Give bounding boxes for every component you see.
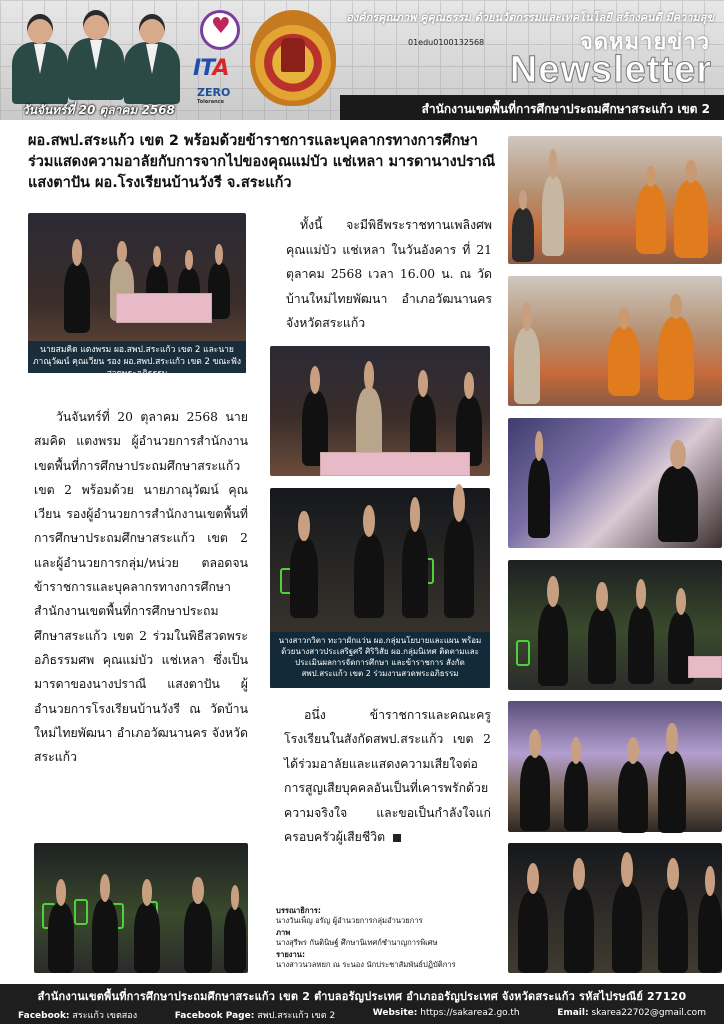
ita-logo: ITA	[193, 56, 229, 81]
credit-photo	[276, 928, 496, 948]
facebook-page-contact	[175, 1008, 336, 1022]
credit-name: นางวันเพ็ญ อรัญ ผู้อำนวยการกลุ่มอำนวยการ	[276, 916, 423, 925]
executive-figure	[8, 12, 72, 104]
executives-photo	[8, 8, 183, 104]
credit-role: รายงาน:	[276, 950, 305, 959]
credit-editor	[276, 906, 496, 926]
paragraph-condolence	[284, 703, 491, 849]
newsletter-header	[0, 0, 724, 120]
issue-date: วันจันทร์ที่ 20 ตุลาคม 2568	[22, 103, 175, 117]
end-mark-icon	[393, 834, 401, 842]
photo-caption: นางสาวกวิตา ทะวาผักแว่น ผอ.กลุ่มนโยบายและแผน พร้อมด้วยนางสาวประเสริฐศรี ศิริวิสัย ผอ.กลุ่มนิเทศ ติดตามและประเมินผลการจัดการศึกษา และข้าราชการ สังกัด สพป.สระแก้ว เขต 2 ร่วมงานสวดพระอภิธรรม	[270, 632, 490, 688]
article-headline: ผอ.สพป.สระแก้ว เขต 2 พร้อมด้วยข้าราชการและบุคลากรทางการศึกษา ร่วมแสดงความอาลัยกับการจากไปของคุณแม่บัว แช่เหลา มารดานางปราณี แสงตาปัน ผอ.โรงเรียนบ้านวังรี จ.สระแก้ว	[28, 133, 496, 191]
credit-name: นางสุรีพร กันตินิษฐ์ ศึกษานิเทศก์ชำนาญการพิเศษ	[276, 938, 438, 947]
credits-block	[276, 906, 496, 972]
credit-report	[276, 950, 496, 970]
org-tagline: องค์กรคุณภาพ คู่คุณธรรม ด้วยนวัตกรรมและเทคโนโลยี สร้างคนดี มีความสุข	[346, 11, 714, 24]
credit-role: ภาพ	[276, 928, 291, 937]
email-link[interactable]: skarea22702@gmail.com	[591, 1008, 706, 1018]
executive-figure	[120, 12, 184, 104]
office-name-bar: สำนักงานเขตพื้นที่การศึกษาประถมศึกษาสระแก้ว เขต 2	[340, 95, 724, 120]
office-address: สำนักงานเขตพื้นที่การศึกษาประถมศึกษาสระแก้ว เขต 2 ตำบลอรัญประเทศ อำเภออรัญประเทศ จังหวัดสระแก้ว รหัสไปรษณีย์ 27120	[37, 990, 687, 1003]
photo-monks-ceremony-2	[508, 276, 722, 406]
photo-group-attendees	[270, 488, 490, 688]
email-label: Email:	[557, 1008, 589, 1018]
facebook-contact	[18, 1008, 137, 1022]
email-contact	[557, 1008, 706, 1022]
executive-figure	[64, 8, 128, 104]
newsletter-footer	[0, 984, 724, 1024]
photo-seated-audience	[508, 560, 722, 690]
school-seal-logo	[250, 10, 336, 106]
photo-audience-green-chairs	[34, 843, 248, 973]
newsletter-title: Newsletter	[509, 49, 712, 91]
photo-paying-respects	[508, 701, 722, 832]
photo-director-at-ceremony	[28, 213, 246, 379]
document-code: 01edu0100132568	[408, 38, 485, 47]
photo-praying-attendees	[508, 843, 722, 973]
website-label: Website:	[372, 1008, 418, 1018]
zero-logo: ZERO Tolerance	[197, 86, 231, 105]
paragraph-main-report: วันจันทร์ที่ 20 ตุลาคม 2568 นายสมคิด แตงพรม ผู้อำนวยการสำนักงานเขตพื้นที่การศึกษาประถมศึกษาสระแก้ว เขต 2 พร้อมด้วย นายภาณุวัฒน์ คุณเวียน รองผู้อำนวยการสำนักงานเขตพื้นที่การศึกษาประถมศึกษาสระแก้ว เขต 2 และผู้อำนวยการกลุ่ม/หน่วย ตลอดจนข้าราชการและบุคลากรทางการศึกษา สำนักงานเขตพื้นที่การศึกษาประถมศึกษาสระแก้ว เขต 2 ร่วมในพิธีสวดพระอภิธรรมศพ คุณแม่บัว แช่เหลา ซึ่งเป็นมารดาของนางปราณี แสงตาปัน ผู้อำนวยการโรงเรียนบ้านวังรี ณ วัดบ้านใหม่ไทยพัฒนา อำเภอวัฒนานคร จังหวัดสระแก้ว	[34, 410, 248, 765]
paragraph-cremation-schedule: ทั้งนี้ จะมีพิธีพระราชทานเพลิงศพ คุณแม่บัว แช่เหลา ในวันอังคาร ที่ 21 ตุลาคม 2568 เวลา 16.00 น. ณ วัดบ้านใหม่ไทยพัฒนา อำเภอวัฒนานคร จังหวัดสระแก้ว	[286, 218, 492, 331]
photo-caption: นายสมคิด แตงพรม ผอ.สพป.สระแก้ว เขต 2 และนายภาณุวัฒน์ คุณเวียน รอง ผอ.สพป.สระแก้ว เขต 2 ขณะฟังสวดพระอภิธรรม	[28, 341, 246, 373]
paragraph-condolence-text: อนึ่ง ข้าราชการและคณะครูโรงเรียนในสังกัดสพป.สระแก้ว เขต 2 ได้ร่วมอาลัยและแสดงความเสียใจต่อการสูญเสียบุคคลอันเป็นที่เคารพรักด้วยความจริงใจ และขอเป็นกำลังใจแก่ครอบครัวผู้เสียชีวิต	[284, 708, 491, 845]
thai-newsletter-title: จดหมายข่าว	[579, 30, 710, 55]
facebook-value[interactable]: สระแก้ว เขตสอง	[72, 1011, 138, 1021]
photo-monks-ceremony-1	[508, 136, 722, 264]
facebook-page-value[interactable]: สพป.สระแก้ว เขต 2	[257, 1011, 336, 1021]
contact-row	[18, 1008, 706, 1022]
credit-role: บรรณาธิการ:	[276, 906, 321, 915]
photo-funeral-altar	[508, 418, 722, 548]
facebook-page-label: Facebook Page:	[174, 1011, 255, 1021]
website-link[interactable]: https://sakarea2.go.th	[420, 1008, 520, 1018]
heart-logo	[200, 10, 240, 50]
website-contact	[373, 1008, 520, 1022]
credit-name: นางสาวนวลหยก ณ ระนอง นักประชาสัมพันธ์ปฏิบัติการ	[276, 960, 456, 969]
facebook-label: Facebook:	[18, 1011, 70, 1021]
photo-seated-officials	[270, 346, 490, 476]
